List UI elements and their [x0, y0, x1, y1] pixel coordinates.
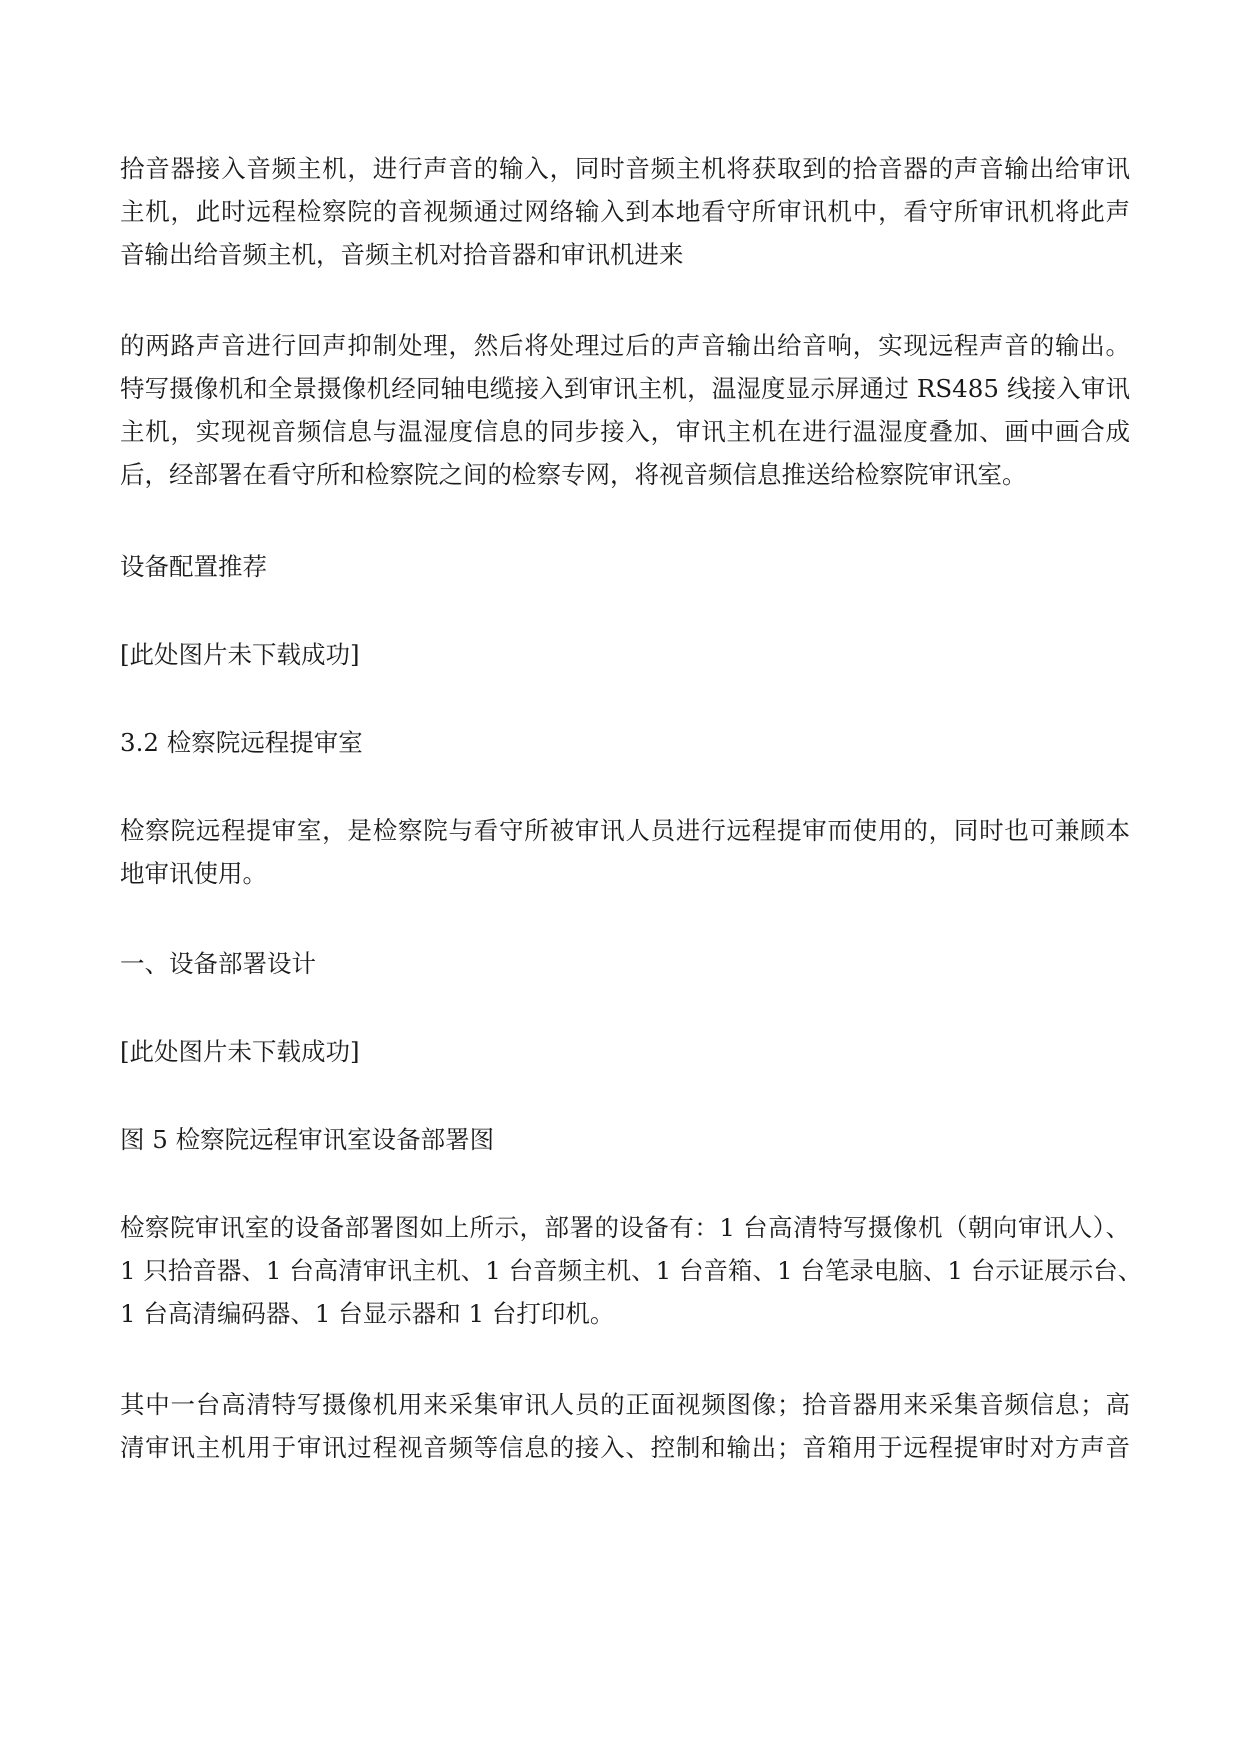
paragraph-room-description [120, 809, 1130, 895]
text-line: 图 5 检察院远程审讯室设备部署图 [120, 1125, 495, 1154]
paragraph-equipment-list [120, 1206, 1143, 1335]
text-line: 音输出给音频主机，音频主机对拾音器和审讯机进来 [120, 240, 684, 269]
text-line: 设备配置推荐 [120, 552, 267, 581]
text-line: 1 只拾音器、1 台高清审讯主机、1 台音频主机、1 台音箱、1 台笔录电脑、1 台示证展示台、 [120, 1256, 1143, 1285]
text-line: 3.2 检察院远程提审室 [120, 728, 363, 757]
text-line: 后，经部署在看守所和检察院之间的检察专网，将视音频信息推送给检察院审讯室。 [120, 460, 1027, 489]
paragraph-equipment-functions [120, 1383, 1130, 1469]
heading-deployment-design [120, 942, 1130, 985]
paragraph-echo-suppression [120, 324, 1130, 496]
text-line: [此处图片未下载成功] [120, 1037, 360, 1066]
text-line: 特写摄像机和全景摄像机经同轴电缆接入到审讯主机，温湿度显示屏通过 RS485 线接入审讯 [120, 374, 1130, 403]
text-line: 拾音器接入音频主机，进行声音的输入，同时音频主机将获取到的拾音器的声音输出给审讯 [120, 154, 1130, 183]
text-line: 检察院审讯室的设备部署图如上所示，部署的设备有：1 台高清特写摄像机（朝向审讯人）、 [120, 1213, 1130, 1242]
text-line: [此处图片未下载成功] [120, 640, 360, 669]
figure-caption [120, 1118, 1130, 1161]
text-line: 的两路声音进行回声抑制处理，然后将处理过后的声音输出给音响，实现远程声音的输出。 [120, 331, 1130, 360]
image-placeholder-2 [120, 1030, 1130, 1073]
text-line: 1 台高清编码器、1 台显示器和 1 台打印机。 [120, 1299, 615, 1328]
text-line: 一、设备部署设计 [120, 949, 316, 978]
text-line: 检察院远程提审室，是检察院与看守所被审讯人员进行远程提审而使用的，同时也可兼顾本 [120, 816, 1130, 845]
paragraph-audio-input [120, 147, 1130, 276]
text-line: 主机，此时远程检察院的音视频通过网络输入到本地看守所审讯机中，看守所审讯机将此声 [120, 197, 1130, 226]
text-line: 主机，实现视音频信息与温湿度信息的同步接入，审讯主机在进行温湿度叠加、画中画合成 [120, 417, 1130, 446]
text-line: 清审讯主机用于审讯过程视音频等信息的接入、控制和输出；音箱用于远程提审时对方声音 [120, 1433, 1130, 1462]
heading-equipment-recommendation [120, 545, 1130, 588]
text-line: 地审讯使用。 [120, 859, 267, 888]
text-line: 其中一台高清特写摄像机用来采集审讯人员的正面视频图像；拾音器用来采集音频信息；高 [120, 1390, 1130, 1419]
image-placeholder-1 [120, 633, 1130, 676]
section-heading-3-2 [120, 721, 1130, 764]
